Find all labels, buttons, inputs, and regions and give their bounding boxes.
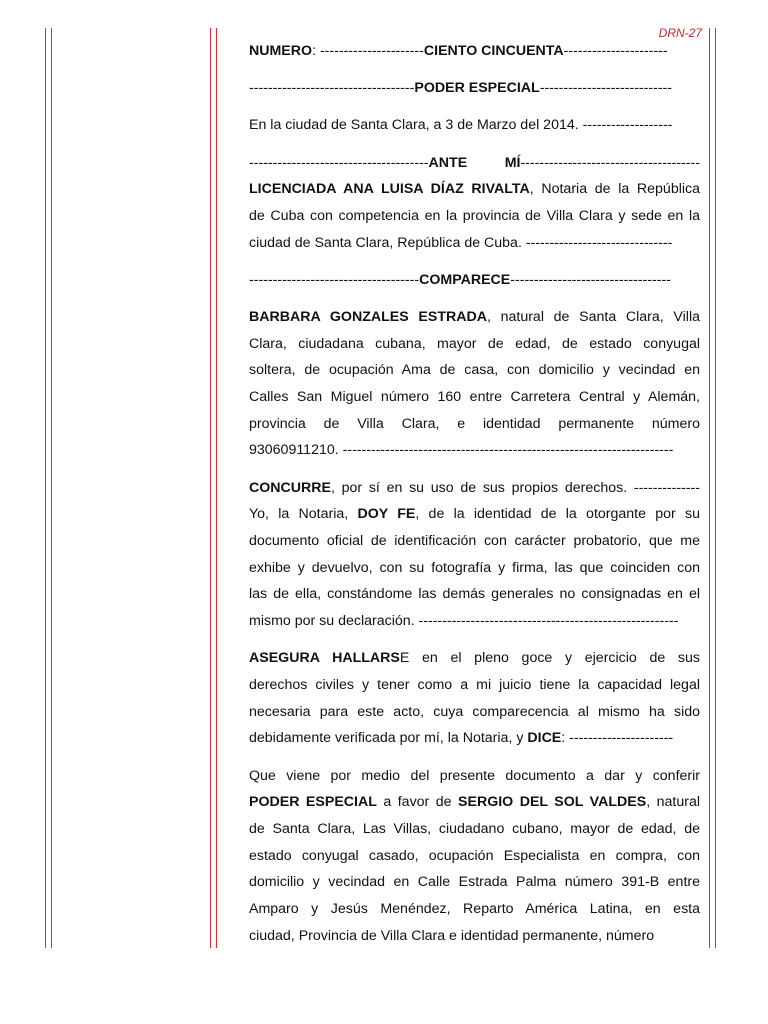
bold-text-run: DOY FE [357,506,416,523]
paragraph [249,75,700,102]
text-line [249,230,700,257]
text-run: estado conyugal casado, ocupación Especialista en compra, con [249,847,700,864]
text-line [249,789,700,816]
text-line [249,437,700,464]
text-run: 93060911210. ---------------------------------------------------------------------- [249,442,674,459]
bold-text-run: SERGIO DEL SOL VALDES [458,794,647,811]
text-line [249,763,700,790]
document-body [249,38,700,949]
bold-text-run: NUMERO [249,43,313,59]
text-run: Que viene por medio del presente documento a dar y conferir [249,767,700,784]
text-line [249,112,700,139]
paragraph [249,267,700,294]
text-line [249,501,700,528]
text-run: -------------------------------------- [520,154,700,171]
text-run: de Santa Clara, Las Villas, ciudadano cubano, mayor de edad, de [249,820,700,837]
text-run: : ---------------------- [312,43,424,59]
margin-line-left-outer [45,28,46,948]
text-line [249,896,700,923]
text-line [249,150,700,177]
text-run: documento oficial de identificación con carácter probatorio, que me [249,533,700,549]
text-run: de Cuba con competencia en la provincia de Villa Clara y sede en la [249,207,700,224]
text-line [249,384,700,411]
text-run: Calles San Miguel número 160 entre Carretera Central y Alemán, [249,389,700,406]
document-code: DRN-27 [658,26,702,40]
text-line [249,555,700,582]
paragraph-spacer [249,102,700,113]
margin-line-mid-outer [210,28,211,948]
text-line [249,304,700,331]
text-run: , natural de Santa Clara, Villa [486,309,700,325]
bold-text-run: CIENTO CINCUENTA [423,43,564,59]
text-line [249,816,700,843]
text-run: a favor de [376,794,459,811]
text-run: las de ella, constándome las demás generales no consignadas en el [249,586,700,603]
text-line [249,923,700,950]
text-line [249,699,700,726]
text-run: , Notaria de la República [529,181,700,198]
paragraph [249,304,700,464]
paragraph-spacer [249,752,700,763]
margin-line-left-inner [51,28,52,948]
text-run: Amparo y Jesús Menéndez, Reparto América Latina, en esta [249,900,700,917]
text-run: Yo, la Notaria, [249,506,358,523]
text-run: ---------------------------------- [510,271,671,288]
text-line [249,725,700,752]
text-run: Clara, ciudadana cubana, mayor de edad, de estado conyugal [249,335,700,352]
text-line [249,176,700,203]
paragraph [249,763,700,950]
paragraph [249,150,700,257]
text-run: ----------------------------------- [249,80,415,97]
text-line [249,411,700,438]
margin-line-right-inner [709,28,710,948]
text-run: necesaria para este acto, cuya comparecencia al mismo ha sido [249,703,700,720]
text-run: debidamente verificada por mí, la Notaria, y [249,730,528,747]
bold-text-run: PODER ESPECIAL [249,794,377,811]
margin-line-right-outer [715,28,716,948]
text-run: ciudad, Provincia de Villa Clara e identidad permanente, número [249,927,655,944]
text-run: En la ciudad de Santa Clara, a 3 de Marzo del 2014. ------------------- [249,117,673,134]
text-run: , natural [646,794,700,811]
text-run: , por sí en su uso de sus propios derechos. -------------- [330,479,700,496]
text-run: domicilio y vecindad en Calle Estrada Palma número 391-B entre [249,874,700,891]
text-line [249,869,700,896]
text-run: : ---------------------- [561,730,674,747]
text-run: ------------------------------------ [249,271,420,288]
text-run: ciudad de Santa Clara, República de Cuba. ------------------------------- [249,234,673,251]
paragraph-spacer [249,65,700,76]
text-run: -------------------------------------- [249,154,429,171]
text-run: soltera, de ocupación Ama de casa, con domicilio y vecindad en [249,362,700,379]
paragraph [249,645,700,752]
margin-line-mid-inner [216,28,217,948]
text-line [249,357,700,384]
text-line [249,331,700,358]
paragraph-spacer [249,256,700,267]
bold-text-run: ASEGURA HALLARS [249,650,400,667]
text-line [249,843,700,870]
bold-text-run: COMPARECE [419,271,511,288]
text-line [249,38,700,65]
text-line [249,645,700,672]
text-line [249,75,700,102]
paragraph [249,38,700,65]
paragraph-spacer [249,139,700,150]
paragraph-spacer [249,635,700,646]
text-run: ---------------------------- [539,80,673,97]
bold-text-run: PODER ESPECIAL [414,80,540,97]
text-line [249,581,700,608]
text-line [249,475,700,502]
paragraph [249,475,700,635]
paragraph-spacer [249,464,700,475]
bold-text-run: CONCURRE [249,479,331,496]
text-run: ---------------------- [563,43,668,59]
text-run: provincia de Villa Clara, e identidad permanente número [249,415,700,432]
text-line [249,672,700,699]
bold-text-run: LICENCIADA ANA LUISA DÍAZ RIVALTA [249,181,530,198]
text-line [249,528,700,555]
text-run: E en el pleno goce y ejercicio de sus [399,650,700,667]
text-run: derechos civiles y tener como a mi juicio tiene la capacidad legal [249,676,700,693]
text-run: , de la identidad de la otorgante por su [415,506,700,523]
paragraph [249,112,700,139]
text-line [249,608,700,635]
text-run: mismo por su declaración. ------------------------------------------------------- [249,613,679,630]
text-run: exhibe y devuelvo, con su fotografía y firma, las que coinciden con [249,559,700,576]
text-line [249,267,700,294]
bold-text-run: ANTE MÍ [428,154,521,171]
bold-text-run: BARBARA GONZALES ESTRADA [249,309,487,325]
text-line [249,203,700,230]
paragraph-spacer [249,294,700,305]
bold-text-run: DICE [527,730,562,747]
